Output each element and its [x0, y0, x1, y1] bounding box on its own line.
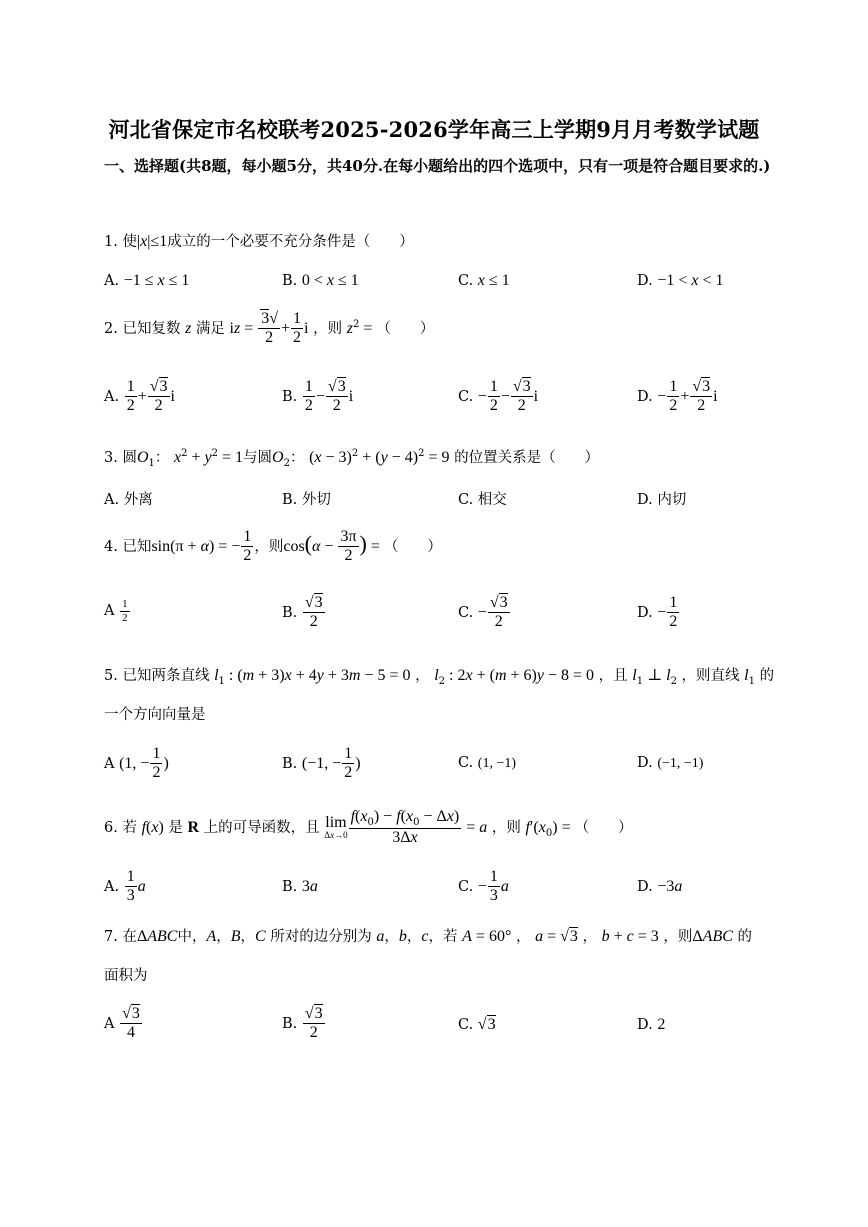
question-2: 2. 已知复数 z 满足 iz = $\frac{3√}{2}$ + $\frac{1}{2}$ i ，则 $z^2$ = （ ）: [104, 310, 435, 347]
q6-option-a: A. $\frac{1}{3}$ a: [104, 868, 146, 905]
q6-option-d: D. −3a: [637, 878, 683, 895]
q5-option-d: D. (−1, −1): [637, 755, 704, 771]
q3-option-b: B. 外切: [282, 492, 331, 508]
question-6: 6. 若 f(x) 是 R 上的可导函数，且 lim Δx→0 $\frac{f(x_0) - f(x_0 - \Delta x)}{3\Delta x}$ = a ，则 $f'(x_0)$ = （ ）: [104, 808, 633, 847]
q7-option-a: A $\frac{√3}{4}$: [104, 1005, 140, 1042]
section-heading: 一、选择题(共8题，每小题5分，共40分.在每小题给出的四个选项中，只有一项是符合题目要求的.): [104, 157, 771, 175]
q6-option-b: B. 3a: [282, 878, 318, 895]
q4-option-b: B. $\frac{√3}{2}$: [282, 594, 323, 631]
exam-title: 河北省保定市名校联考2025-2026学年高三上学期9月月考数学试题: [108, 117, 760, 142]
q2-option-b: B. $\frac{1}{2}$ − $\frac{√3}{2}$ i: [282, 378, 354, 415]
q5-option-a: A (1, − $\frac{1}{2}$ ): [104, 745, 169, 782]
q3-option-a: A. 外离: [104, 492, 153, 508]
question-7-line-1: 7. 在ΔABC中，A，B，C 所对的边分别为 a，b，c，若 A = 60° ， a = √3 ， b + c = 3 ，则ΔABC 的: [104, 928, 752, 945]
q2-option-d: D. − $\frac{1}{2}$ + $\frac{√3}{2}$ i: [637, 378, 718, 415]
q2-option-c: C. − $\frac{1}{2}$ − $\frac{√3}{2}$ i: [458, 378, 539, 415]
q1-option-c: C. x ≤ 1: [458, 272, 510, 289]
q7-option-d: D. 2: [637, 1016, 666, 1033]
q2-option-a: A. $\frac{1}{2}$ + $\frac{√3}{2}$ i: [104, 378, 175, 415]
question-1: 1. 使|x|≤1成立的一个必要不充分条件是（ ）: [104, 233, 414, 250]
q4-option-c: C. − $\frac{√3}{2}$: [458, 594, 508, 631]
q7-option-c: C. √3: [458, 1016, 496, 1033]
question-4: 4. 已知sin(π + α) = − $\frac{1}{2}$ ，则cos(α − $\frac{3\pi}{2}$ ) = （ ）: [104, 528, 442, 565]
q3-option-c: C. 相交: [458, 492, 507, 508]
question-5-line-1: 5. 已知两条直线 $l_1$ : (m + 3)x + 4y + 3m − 5 = 0 ， $l_2$ : 2x + (m + 6)y − 8 = 0 ，且 $l_1$ ⊥ $l_2$ ，则直线 $l_1$ 的: [104, 667, 775, 687]
q1-option-d: D. −1 < x < 1: [637, 272, 724, 289]
q1-option-a: A. −1 ≤ x ≤ 1: [104, 272, 190, 289]
question-7-line-2: 面积为: [104, 968, 148, 984]
q5-option-b: B. (−1, − $\frac{1}{2}$ ): [282, 745, 361, 782]
q4-option-a: A $\frac{1}{2}$: [104, 598, 128, 624]
q7-option-b: B. $\frac{√3}{2}$: [282, 1005, 323, 1042]
question-5-line-2: 一个方向向量是: [104, 707, 206, 723]
q5-option-c: C. (1, −1): [458, 755, 517, 771]
question-3: 3. 圆$O_1$： $x^2 + y^2 = 1$与圆$O_2$： $(x - 3)^2 + (y - 4)^2 = 9$ 的位置关系是（ ）: [104, 448, 600, 469]
q1-option-b: B. 0 < x ≤ 1: [282, 272, 359, 289]
q4-option-d: D. − $\frac{1}{2}$: [637, 594, 678, 631]
q3-option-d: D. 内切: [637, 492, 687, 508]
q6-option-c: C. − $\frac{1}{3}$ a: [458, 868, 509, 905]
